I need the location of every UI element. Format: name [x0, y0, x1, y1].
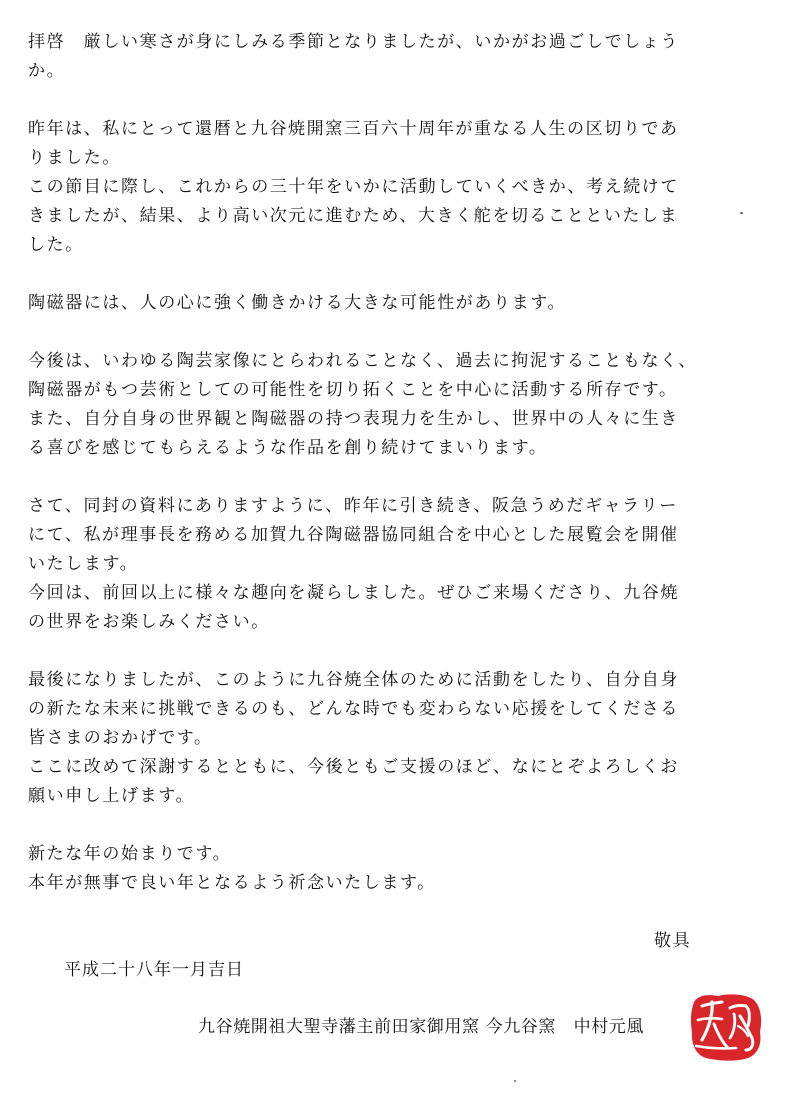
letter-line-12: 今後は、いわゆる陶芸家像にとらわれることなく、過去に拘泥することもなく、 — [28, 351, 697, 371]
paragraph-gap — [28, 811, 788, 840]
scan-speck — [740, 212, 743, 214]
letter-line-30: 本年が無事で良い年となるよう祈念いたします。 — [28, 873, 436, 893]
signature-line: 九谷焼開祖大聖寺藩主前田家御用窯 今九谷窯 中村元風 — [198, 1017, 645, 1037]
letter-line-7: きましたが、結果、より高い次元に進むため、大きく舵を切ることといたしま — [28, 206, 679, 226]
letter-line-2: か。 — [28, 61, 66, 81]
letter-line-18: にて、私が理事長を務める加賀九谷陶磁器協同組合を中心とした展覧会を開催 — [28, 525, 679, 545]
letter-line-4: 昨年は、私にとって還暦と九谷焼開窯三百六十周年が重なる人生の区切りであ — [28, 119, 679, 139]
letter-line-6: この節目に際し、これからの三十年をいかに活動していくべきか、考え続けて — [28, 177, 679, 197]
letter-body — [28, 28, 788, 898]
letter-line-23: 最後になりましたが、このように九谷焼全体のために活動をしたり、自分自身 — [28, 670, 679, 690]
letter-line-21: の世界をお楽しみください。 — [28, 612, 270, 632]
closing-keigu: 敬具 — [654, 931, 692, 951]
red-seal-stamp-icon — [688, 992, 764, 1062]
letter-line-17: さて、同封の資料にありますように、昨年に引き続き、阪急うめだギャラリー — [28, 496, 678, 516]
letter-line-24: の新たな未来に挑戦できるのも、どんな時でも変わらない応援をしてくださる — [28, 699, 679, 719]
letter-line-8: した。 — [28, 235, 84, 255]
letter-line-13: 陶磁器がもつ芸術としての可能性を切り拓くことを中心に活動する所存です。 — [28, 380, 678, 400]
letter-line-27: 願い申し上げます。 — [28, 786, 195, 806]
paragraph-gap — [28, 260, 788, 289]
letter-line-19: いたします。 — [28, 554, 139, 574]
paragraph-gap — [28, 86, 788, 115]
paragraph-gap — [28, 637, 788, 666]
letter-line-5: りました。 — [28, 148, 121, 168]
letter-date: 平成二十八年一月吉日 — [64, 960, 244, 980]
letter-line-20: 今回は、前回以上に様々な趣向を凝らしました。ぜひご来場くださり、九谷焼 — [28, 583, 679, 603]
letter-line-1: 拝啓 厳しい寒さが身にしみる季節となりましたが、いかがお過ごしでしょう — [28, 32, 679, 52]
letter-line-15: る喜びを感じてもらえるような作品を創り続けてまいります。 — [28, 438, 548, 458]
letter-line-29: 新たな年の始まりです。 — [28, 844, 232, 864]
letter-line-26: ここに改めて深謝するとともに、今後ともご支援のほど、なにとぞよろしくお — [28, 757, 679, 777]
letter-line-14: また、自分自身の世界観と陶磁器の持つ表現力を生かし、世界中の人々に生き — [28, 409, 679, 429]
paragraph-gap — [28, 463, 788, 492]
letter-line-25: 皆さまのおかげです。 — [28, 728, 213, 748]
paragraph-gap — [28, 318, 788, 347]
letter-line-10: 陶磁器には、人の心に強く働きかける大きな可能性があります。 — [28, 293, 567, 313]
scan-speck — [514, 1080, 516, 1082]
